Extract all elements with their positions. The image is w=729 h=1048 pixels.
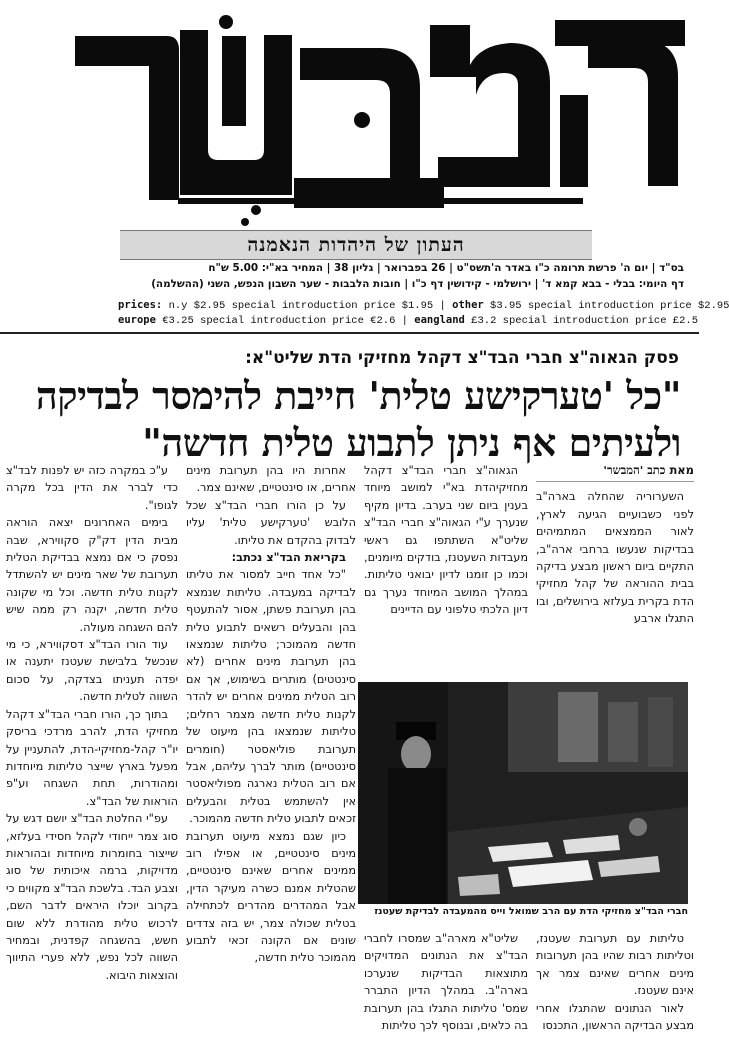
price-label: europe [118,314,156,326]
price-row-1 [118,298,729,313]
paragraph: בקריאת הבד"צ נכתב: [231,551,346,565]
paragraph: "כל אחד חייב למסור את טליתו לבדיקה במעבדה. טליתות שנמצא בהן תערובת פשתן, אסור להתעטף בהן והבעלים רשאים לתבוע טלית חדשה מהמוכר; טליתות שנמצאו בהן תערובת מינים אחרים (לא סינטטים) מותרים בשימוש, אך אם רוב הטלית ממינים אחרים יש להדר לקנות טלית חדשה מצמר רחלים; טליתות שנמצאו בהן מיעוט של תערובת פוליאסטר (חומרים סינטטיים) מותר לברך עליהם, אבל אם רוב הטלית נארגה מפוליאסטר אין להשתמש בטלית והבעלים זכאים לתבוע טלית חדשה מהמוכר. [186,568,356,826]
byline-prefix: מאת [669,463,694,477]
tagline-bar [120,230,592,260]
price-text: n.y $2.95 special introduction price $1.95 | [162,300,453,312]
paragraph: בתוך כך, הורו חברי הבד"צ דקהל מחזיקי הדת, להרב מרדכי בריסק יו"ר קהל-מחזיקי-הדת, להתעניין על מפעל בארץ שייצר טליתות מיוחדות ומהודרות, תחת השגחה וע"פ הוראות של הבד"צ. [6,707,178,808]
paragraph: אחרות היו בהן תערובת מינים אחרים, או סינטטיים, שאינם צמר. [186,464,356,495]
price-text: $3.95 special introduction price $2.95 [483,300,729,312]
daf-yomi-line: דף היומי: בבלי - בבא קמא ד' | ירושלמי - קידושין דף כ"ו | חובות הלבבות - שער השבון הנפש, השני (ההשלמה) [151,278,684,290]
price-text: €3.25 special introduction price €2.6 | [155,315,415,327]
section-divider [0,332,699,334]
column-3 [186,462,356,1048]
price-row-2 [118,313,698,328]
paragraph: לאור הנתונים שהתגלו אחרי מבצע הבדיקה הראשון, התכנסו [536,1001,694,1033]
photo-scene [358,682,688,904]
paragraph: הגאוה"צ חברי הבד"צ דקהל מחזיקיהדת בא"י למושב מיוחד בענין ביום שני בערב. בדיון מקיף שנערך ע"י הגאוה"צ חברי הבד"צ שליט"א השתתפו גם ראשי מעבדות השעטנז, בודקים מיומנים, וכמו כן זומנו לדיון יבואני טליתות. במהלך המושב המיוחד נערך גם דיון הלכתי טלפוני עם הדיינים [364,464,528,617]
headline-line: ולעיתים אף ניתן לתבוע טלית חדשה" [142,420,681,465]
price-label: eangland [414,314,465,326]
article-photo [358,682,688,904]
price-box [118,298,729,328]
price-label: prices: [118,299,163,311]
column-2 [364,462,528,672]
paragraph: כיון שגם נמצא מיעוט תערובת מינים סינטטיים, או אפילו רוב ממינים אחרים שאינם סינטטיים, שהטלית אמנם כשרה מעיקר הדין, אבל המהדרים מהדרים לכתחילה בטלית שכולה צמר, יש בזה צדדים שונים אם הקונה זכאי לתבוע מהמוכר טלית חדשה, [186,829,356,965]
masthead [0,0,699,232]
masthead-logo [0,0,699,232]
column-2-bottom [364,930,528,1048]
article-headline [1,372,681,466]
byline-name: כתב 'המבשר' [603,463,666,477]
headline-line: "כל 'טערקישע טלית' חייבת להימסר לבדיקה [35,373,681,418]
byline [536,462,694,482]
paragraph: בימים האחרונים יצאה הוראה מבית הדין דק"ק סקווירא, שבה נפסק כי אם נמצא בבדיקת הטלית תערובת של שאר מינים יש להשתדל לקנות טלית חדשה. וכל מי שקונה טלית חדשה, יקנה רק ממה שיש להם השגחה מעולה. [6,516,178,634]
photo-caption: חברי הבד"צ מחזיקי הדת עם הרב שמואל וייס מהמעבדה לבדיקת שעטנז [374,906,688,917]
issue-info-line: בס"ד | יום ה' פרשת תרומה כ"ו באדר ה'תשס"ט | 26 בפברואר | גליון 38 | המחיר בא"י: 5.00 ש"ח [208,262,684,274]
article-kicker: פסק הגאוה"צ חברי הבד"צ דקהל מחזיקי הדת שליט"א: [245,348,679,368]
paragraph: ע"כ במקרה כזה יש לפנות לבד"צ כדי לברר את הדין בכל מקרה לגופו". [6,464,178,512]
price-text: £3.2 special introduction price £2.5 [464,315,698,327]
paragraph: השערוריה שהחלה בארה"ב לפני כשבועיים הגיעה לארץ, לאור הממצאים המתמיהים בבדיקות שנעשו ברחבי ארה"ב, התקיים ביום ראשון מבצע בדיקה בבית ההוראה של קהל מחזיקי הדת בקרית בעלזא בירושלים, ובו התגלו ארבע [536,490,694,626]
paragraph: עוד הורו הבד"צ דסקווירא, כי מי שנכשל בלבישת שעטנז יתענה או יפדה תעניתו בצדקה, על סכום השווה לטלית חדשה. [6,638,178,704]
column-4 [6,462,178,1048]
column-1 [536,462,694,672]
paragraph: שליט"א מארה"ב שמסרו לחברי הבד"צ את הנתונים המדויקים מתוצאות הבדיקות שנערכו בארה"ב. במהלך הדיון התברר שמס' טליתות התגלו בהן תערובת בה כלאים, ובנוסף לכך טליתות [364,932,528,1033]
paragraph: טליתות עם תערובת שעטנז, וטליתות רבות שהיו בהן תערובות מינים אחרים שאינם צמר אך אינם שעטנז. [536,932,694,998]
column-1-bottom [536,930,694,1048]
paragraph: עפ"י החלטת הבד"צ יושם דגש על סוג צמר ייחודי לקהל חסידי בעלזא, שייצור בחומרות מיוחדות ובהוראות מדויקות, ברמה איכותית של סוג וצבע הבד. בלשכת הבד"צ מקווים כי בקרוב יוכלו היראים לדבר השם, לרכוש טלית מהודרת ללא שום חשש, בהשגחה קפדנית, ובמחיר השווה לכל נפש, ללא פערי התיווך והוצאות היבוא. [6,812,178,982]
masthead-tagline: העתון של היהדות הנאמנה [247,233,465,256]
price-label: other [452,299,484,311]
paragraph: על כן הורו חברי הבד"צ שכל הלובש 'טערקישע טלית' עליו לבדוק בהקדם את טליתו. [186,498,356,547]
